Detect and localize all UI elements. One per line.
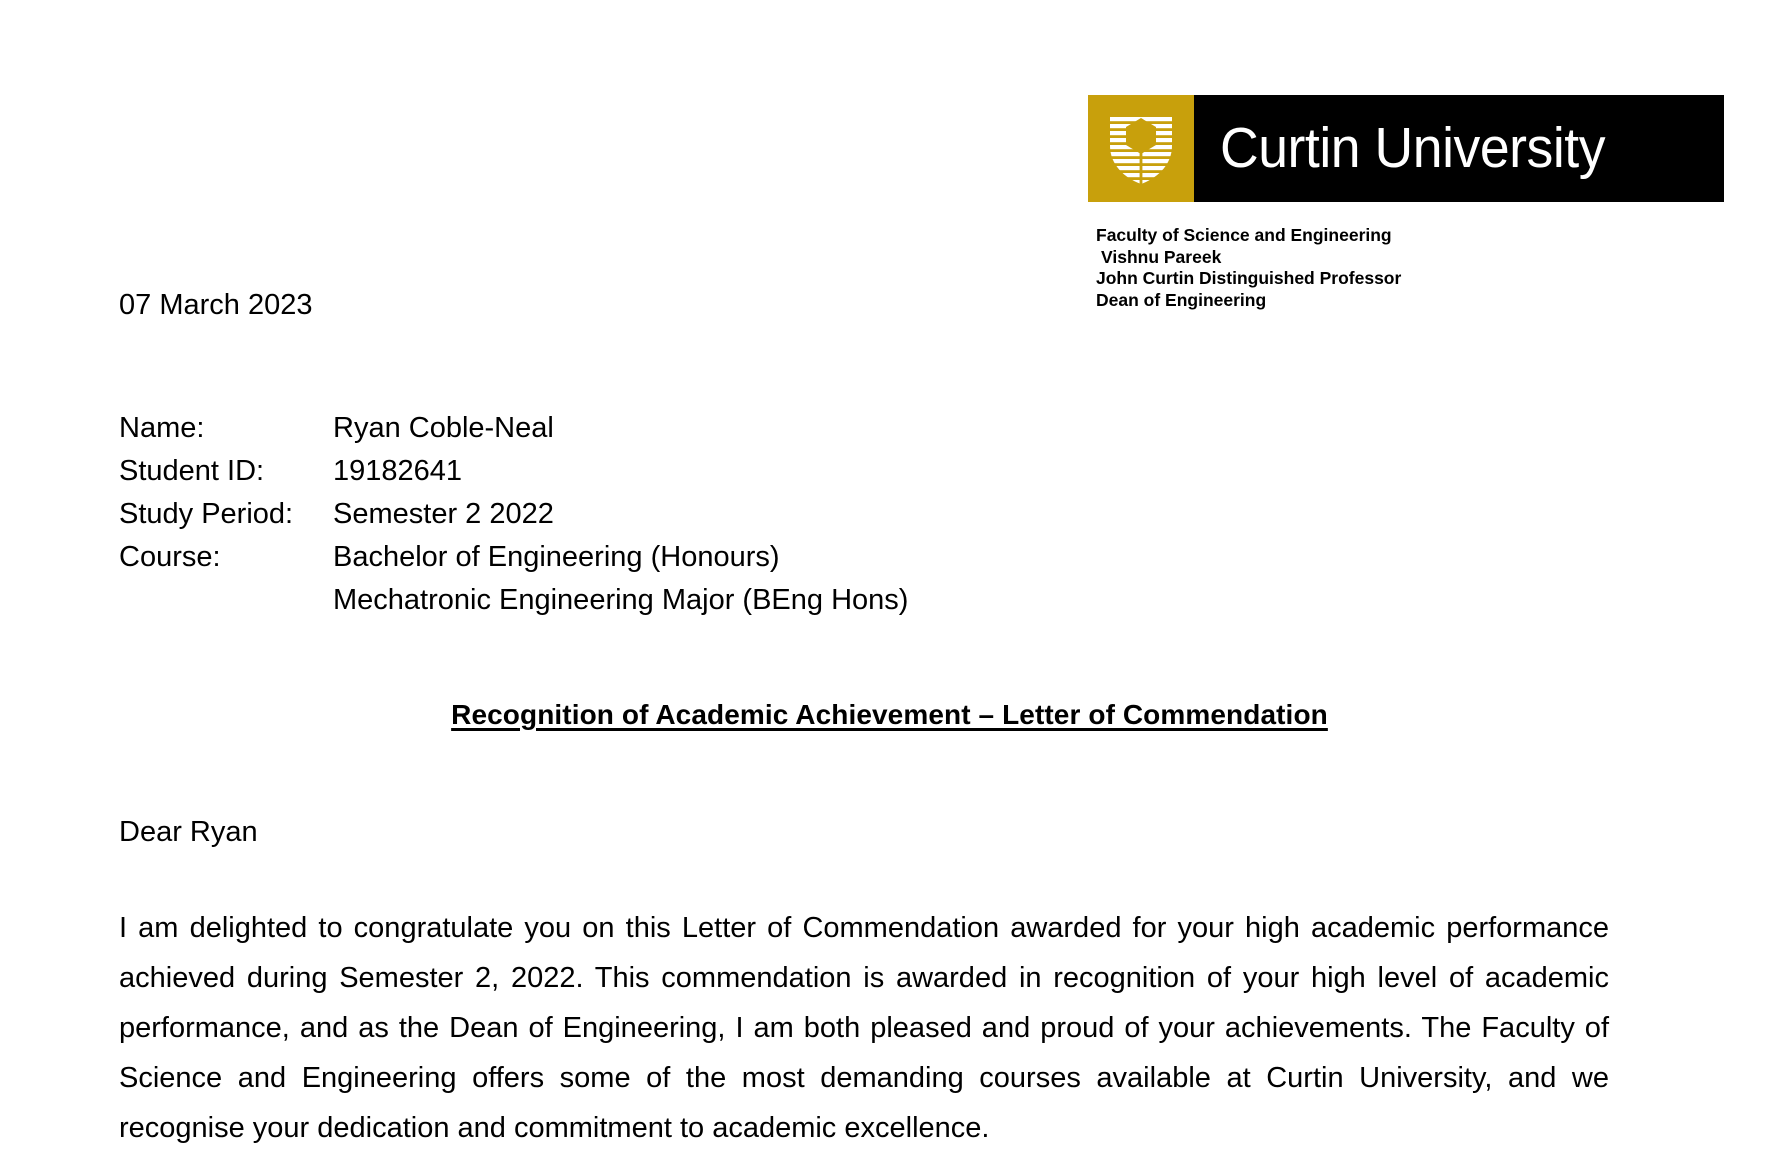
body-paragraph-1: I am delighted to congratulate you on this Letter of Commendation awarded for your high academic performance achieved during Semester 2, 2022. This commendation is awarded in recognition of your high level of academic performance, and as the Dean of Engineering, I am both pleased and proud of your achievements. The Faculty of Science and Engineering offers some of the most demanding courses available at Curtin University, and we recognise your dedication and commitment to academic excellence. [119, 912, 1609, 1144]
detail-row-study-period [119, 493, 908, 536]
letter-title-text: Recognition of Academic Achievement – Letter of Commendation [451, 699, 1328, 730]
detail-row-course [119, 536, 908, 579]
letter-date: 07 March 2023 [119, 289, 313, 321]
detail-value-course-major: Mechatronic Engineering Major (BEng Hons) [333, 584, 909, 616]
letter-title [0, 699, 1779, 731]
sender-line-role: John Curtin Distinguished Professor [1096, 268, 1402, 288]
salutation: Dear Ryan [119, 816, 258, 848]
curtin-university-wordmark: Curtin University [1220, 116, 1606, 180]
sender-line-faculty: Faculty of Science and Engineering [1096, 225, 1392, 245]
detail-label-course: Course: [119, 541, 221, 573]
curtin-university-letterhead [1088, 95, 1724, 202]
detail-label-student-id: Student ID: [119, 455, 265, 487]
detail-label-study-period: Study Period: [119, 498, 294, 530]
detail-value-name: Ryan Coble-Neal [333, 412, 554, 444]
detail-row-course-major [119, 579, 908, 622]
detail-row-student-id [119, 450, 908, 493]
detail-value-student-id: 19182641 [333, 455, 463, 487]
student-details-block [119, 407, 908, 622]
wordmark-band [1194, 95, 1724, 202]
detail-value-course: Bachelor of Engineering (Honours) [333, 541, 780, 573]
sender-block [1096, 225, 1401, 311]
detail-label-name: Name: [119, 412, 205, 444]
detail-value-study-period: Semester 2 2022 [333, 498, 554, 530]
curtin-shield-icon [1088, 95, 1194, 202]
sender-line-position: Dean of Engineering [1096, 289, 1267, 310]
sender-line-name: Vishnu Pareek [1101, 246, 1222, 267]
detail-label-course-major [119, 579, 333, 622]
detail-row-name [119, 407, 908, 450]
